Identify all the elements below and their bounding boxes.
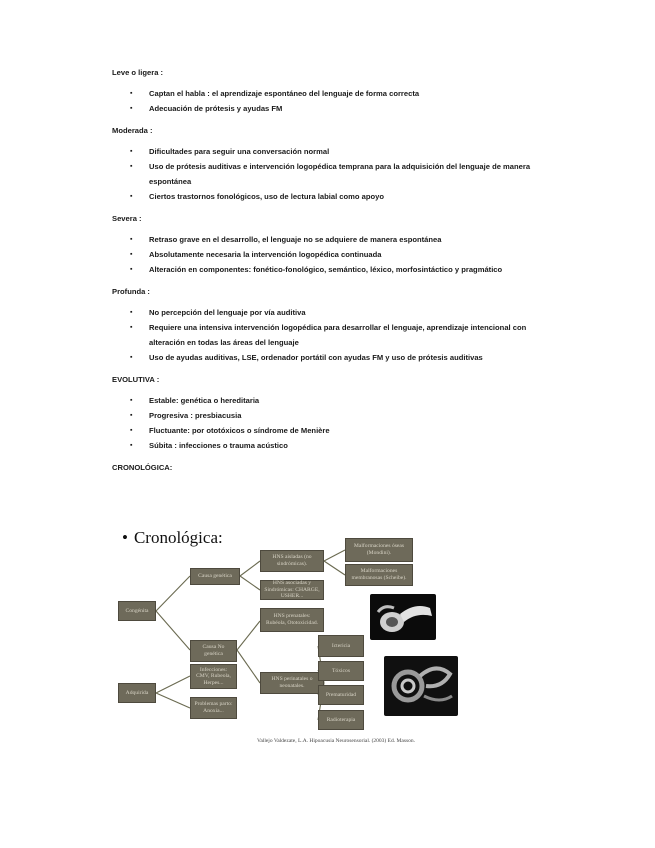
section-heading-profunda: Profunda :	[112, 287, 150, 296]
list-severa	[112, 232, 542, 277]
node-ictericia: Ictericia	[318, 635, 364, 657]
link	[237, 650, 260, 683]
link	[324, 561, 345, 575]
list-item: ▪ Absolutamente necesaria la intervención logopédica continuada	[112, 247, 542, 262]
link	[156, 676, 190, 693]
link	[240, 576, 260, 590]
link	[156, 576, 190, 611]
link	[237, 621, 260, 650]
list-evolutiva	[112, 393, 542, 453]
list-leve	[112, 86, 542, 116]
node-malformaciones-oseas: Malformaciones óseas (Mondini).	[345, 538, 413, 562]
bullet-glyph: •	[122, 528, 128, 547]
list-item: ▪ Súbita : infecciones o trauma acústico	[112, 438, 542, 453]
list-item: ▪ No percepción del lenguaje por vía auditiva	[112, 305, 542, 320]
link	[324, 550, 345, 561]
cochlea-image	[384, 656, 458, 716]
node-malformaciones-membranosas: Malformaciones membranosas (Scheibe).	[345, 564, 413, 586]
node-adquirida: Adquirida	[118, 683, 156, 703]
section-heading-evolutiva: EVOLUTIVA :	[112, 375, 160, 384]
list-item: ▪ Captan el habla : el aprendizaje espontáneo del lenguaje de forma correcta	[112, 86, 542, 101]
inner-ear-image	[370, 594, 436, 640]
list-moderada	[112, 144, 542, 204]
section-heading-moderada: Moderada :	[112, 126, 153, 135]
cronologica-diagram	[112, 528, 462, 753]
section-heading-severa: Severa :	[112, 214, 142, 223]
document-body	[112, 68, 542, 473]
node-infecciones: Infecciones: CMV, Rubeola, Herpes...	[190, 664, 237, 689]
list-item: ▪ Adecuación de prótesis y ayudas FM	[112, 101, 542, 116]
figure-title-text: Cronológica:	[133, 528, 223, 547]
link	[156, 693, 190, 708]
node-causa-genetica: Causa genética	[190, 568, 240, 585]
section-heading-cronologica: CRONOLÓGICA:	[112, 463, 173, 472]
node-hns-prenatales: HNS prenatales: Rubéola, Ototoxicidad.	[260, 608, 324, 632]
link	[240, 561, 260, 576]
node-hns-asociadas: HNS asociadas y Sindrómicas: CHARGE, USHER...	[260, 580, 324, 600]
node-problemas-parto: Problemas parto: Anoxia...	[190, 697, 237, 719]
list-item: ▪ Progresiva : presbiacusia	[112, 408, 542, 423]
node-prematuridad: Prematuridad	[318, 685, 364, 705]
figure-caption: Vallejo Valdezate, L.A. Hipoacusia Neurosensorial. (2003) Ed. Masson.	[257, 738, 415, 744]
list-profunda	[112, 305, 542, 365]
list-item: ▪ Uso de prótesis auditivas e intervención logopédica temprana para la adquisición del lenguaje de manera espontánea	[112, 159, 542, 189]
node-congenita: Congénita	[118, 601, 156, 621]
list-item: ▪ Dificultades para seguir una conversación normal	[112, 144, 542, 159]
link	[156, 611, 190, 650]
node-causa-no-genetica: Causa No genética	[190, 640, 237, 662]
node-hns-perinatales: HNS perinatales o neonatales.	[260, 672, 324, 694]
node-hns-aisladas: HNS aisladas (no sindrómicas).	[260, 550, 324, 572]
node-radioterapia: Radioterapia	[318, 710, 364, 730]
section-heading-leve: Leve o ligera :	[112, 68, 164, 77]
node-toxicos: Tóxicos	[318, 661, 364, 681]
list-item: ▪ Requiere una intensiva intervención logopédica para desarrollar el lenguaje, aprendizaje intencional con alteración en todas las áreas del lenguaje	[112, 320, 542, 350]
list-item: ▪ Estable: genética o hereditaria	[112, 393, 542, 408]
list-item: ▪ Alteración en componentes: fonético-fonológico, semántico, léxico, morfosintáctico y pragmático	[112, 262, 542, 277]
list-item: ▪ Uso de ayudas auditivas, LSE, ordenador portátil con ayudas FM y uso de prótesis auditivas	[112, 350, 542, 365]
list-item: ▪ Ciertos trastornos fonológicos, uso de lectura labial como apoyo	[112, 189, 542, 204]
list-item: ▪ Fluctuante: por ototóxicos o síndrome de Menière	[112, 423, 542, 438]
list-item: ▪ Retraso grave en el desarrollo, el lenguaje no se adquiere de manera espontánea	[112, 232, 542, 247]
